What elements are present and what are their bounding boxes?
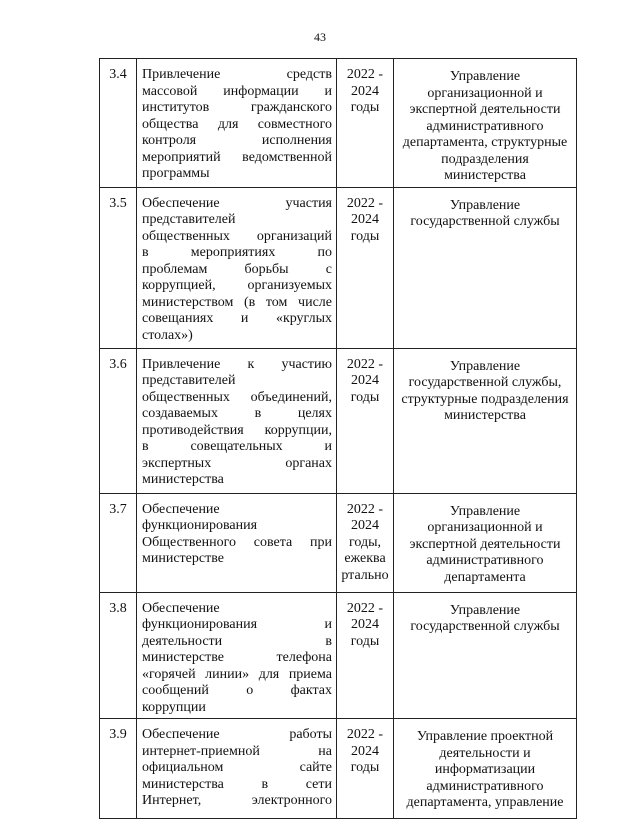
measure-term: 2022 - 2024 годы [337, 187, 394, 348]
table-row [100, 493, 577, 592]
table-row [100, 187, 577, 348]
measure-description: Привлечение к участию представителей общественных объединений, создаваемых в целях противодействия коррупции, в совещательных и экспертных органах министерства [137, 348, 337, 493]
measure-responsible: Управление государственной службы [394, 187, 577, 348]
table-row [100, 59, 577, 188]
measures-table [99, 58, 577, 819]
row-number: 3.9 [100, 719, 137, 819]
row-number: 3.8 [100, 592, 137, 719]
measure-responsible: Управление государственной службы, структурные подразделения министерства [394, 348, 577, 493]
row-number: 3.5 [100, 187, 137, 348]
measure-description: Обеспечение работы интернет-приемной на официальном сайте министерства в сети Интернет, электронного [137, 719, 337, 819]
table-row [100, 592, 577, 719]
measure-responsible: Управление государственной службы [394, 592, 577, 719]
measure-responsible: Управление проектной деятельности и информатизации административного департамента, управление [394, 719, 577, 819]
measure-description: Обеспечение функционирования и деятельности в министерстве телефона «горячей линии» для приема сообщений о фактах коррупции [137, 592, 337, 719]
row-number: 3.4 [100, 59, 137, 188]
measure-description: Обеспечение участия представителей общественных организаций в мероприятиях по проблемам борьбы с коррупцией, организуемых министерством (в том числе совещаниях и «круглых столах») [137, 187, 337, 348]
table-row [100, 719, 577, 819]
table-row [100, 348, 577, 493]
measure-term: 2022 - 2024 годы, ежеква ртально [337, 493, 394, 592]
measure-term: 2022 - 2024 годы [337, 719, 394, 819]
measure-term: 2022 - 2024 годы [337, 59, 394, 188]
measure-term: 2022 - 2024 годы [337, 348, 394, 493]
row-number: 3.6 [100, 348, 137, 493]
measure-description: Привлечение средств массовой информации и институтов гражданского общества для совместного контроля исполнения мероприятий ведомственной программы [137, 59, 337, 188]
measure-responsible: Управление организационной и экспертной деятельности административного департамента [394, 493, 577, 592]
page-number: 43 [314, 30, 326, 44]
measure-term: 2022 - 2024 годы [337, 592, 394, 719]
measure-responsible: Управление организационной и экспертной деятельности административного департамента, структурные подразделения министерства [394, 59, 577, 188]
measure-description: Обеспечение функционирования Общественного совета при министерстве [137, 493, 337, 592]
row-number: 3.7 [100, 493, 137, 592]
